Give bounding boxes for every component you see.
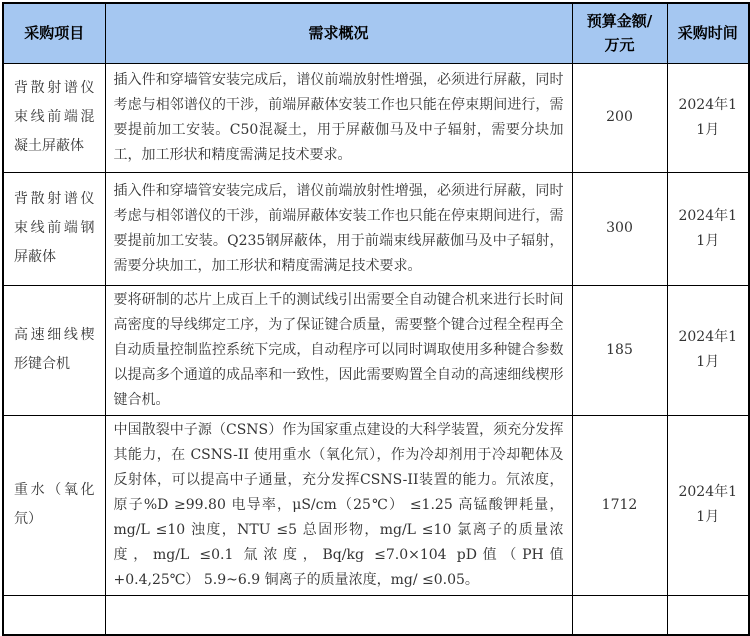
- item-cell: [3, 595, 105, 635]
- time-cell: 2024年11月: [667, 63, 749, 172]
- table-row: [3, 285, 749, 415]
- time-cell: 2024年11月: [667, 172, 749, 285]
- header-row: [3, 3, 749, 63]
- budget-cell: 1712: [572, 415, 667, 595]
- table-row: [3, 172, 749, 285]
- summary-cell: 插入件和穿墙管安装完成后，谱仪前端放射性增强，必须进行屏蔽，同时考虑与相邻谱仪的干涉，前端屏蔽体安装工作也只能在停束期间进行，需要提前加工安装。C50混凝土，用于屏蔽伽马及中子辐射，需要分块加工，加工形状和精度需满足技术要求。: [105, 63, 572, 172]
- budget-cell: 185: [572, 285, 667, 415]
- budget-cell: 200: [572, 63, 667, 172]
- item-cell: 重水（氧化氘）: [3, 415, 105, 595]
- table-row-partial: [3, 595, 749, 635]
- budget-cell: 300: [572, 172, 667, 285]
- header-cell-summary: 需求概况: [105, 3, 572, 63]
- time-cell: 2024年11月: [667, 285, 749, 415]
- header-cell-item: 采购项目: [3, 3, 105, 63]
- budget-cell: [572, 595, 667, 635]
- procurement-table: [2, 2, 750, 636]
- table-row: [3, 63, 749, 172]
- summary-cell: 中国散裂中子源（CSNS）作为国家重点建设的大科学装置，须充分发挥其能力，在 CSNS-II 使用重水（氧化氘），作为冷却剂用于冷却靶体及反射体，可以提高中子通量，充分发挥CSNS-II装置的能力。氘浓度，原子%D ≥99.80 电导率，μS/cm（25℃） ≤1.25 高锰酸钾耗量，mg/L ≤10 浊度，NTU ≤5 总固形物，mg/L ≤10 氯离子的质量浓度，mg/L ≤0.1 氚浓度，Bq/kg ≤7.0×104 pD值（PH值+0.4,25℃） 5.9~6.9 铜离子的质量浓度，mg/ ≤0.05。: [105, 415, 572, 595]
- summary-cell: [105, 595, 572, 635]
- header-cell-budget: 预算金额/万元: [572, 3, 667, 63]
- summary-cell: 要将研制的芯片上成百上千的测试线引出需要全自动键合机来进行长时间高密度的导线绑定工序，为了保证键合质量，需要整个键合过程全程再全自动质量控制监控系统下完成，自动程序可以同时调取使用多种键合参数以提高多个通道的成品率和一致性，因此需要购置全自动的高速细线楔形键合机。: [105, 285, 572, 415]
- time-cell: 2024年11月: [667, 415, 749, 595]
- time-cell: [667, 595, 749, 635]
- item-cell: 背散射谱仪束线前端钢屏蔽体: [3, 172, 105, 285]
- item-cell: 背散射谱仪束线前端混凝土屏蔽体: [3, 63, 105, 172]
- summary-cell: 插入件和穿墙管安装完成后，谱仪前端放射性增强，必须进行屏蔽，同时考虑与相邻谱仪的干涉，前端屏蔽体安装工作也只能在停束期间进行，需要提前加工安装。Q235钢屏蔽体，用于前端束线屏蔽伽马及中子辐射，需要分块加工，加工形状和精度需满足技术要求。: [105, 172, 572, 285]
- header-cell-time: 采购时间: [667, 3, 749, 63]
- item-cell: 高速细线楔形键合机: [3, 285, 105, 415]
- table-row: [3, 415, 749, 595]
